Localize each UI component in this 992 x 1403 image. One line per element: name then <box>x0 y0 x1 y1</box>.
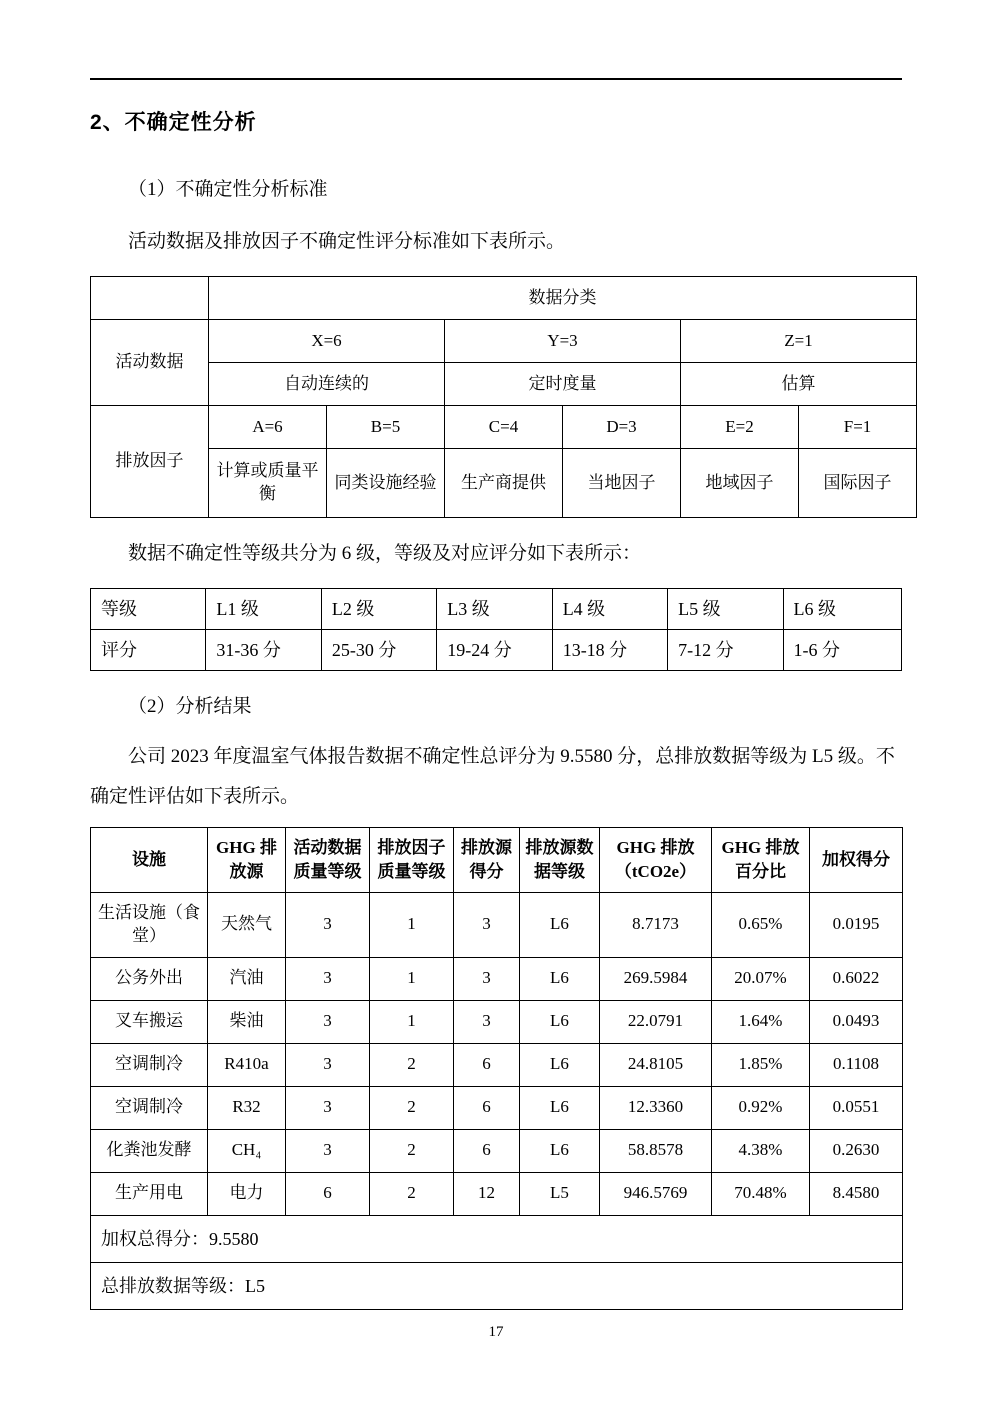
results-cell-weighted: 0.2630 <box>810 1129 903 1172</box>
table-row <box>91 892 903 957</box>
criteria-activity-desc-2: 估算 <box>681 363 917 406</box>
table-row <box>91 630 902 671</box>
results-cell-data_level: L5 <box>520 1172 600 1215</box>
results-cell-factor_level: 2 <box>370 1129 454 1172</box>
results-cell-factor_level: 1 <box>370 1000 454 1043</box>
results-cell-data_level: L6 <box>520 1086 600 1129</box>
results-cell-activity_level: 3 <box>286 957 370 1000</box>
results-cell-data_level: L6 <box>520 892 600 957</box>
table-row <box>91 363 917 406</box>
results-cell-facility: 化粪池发酵 <box>91 1129 208 1172</box>
results-cell-weighted: 8.4580 <box>810 1172 903 1215</box>
results-cell-facility: 叉车搬运 <box>91 1000 208 1043</box>
results-cell-score: 3 <box>454 1000 520 1043</box>
results-cell-weighted: 0.0551 <box>810 1086 903 1129</box>
table-row <box>91 277 917 320</box>
results-cell-activity_level: 3 <box>286 892 370 957</box>
results-cell-facility: 空调制冷 <box>91 1043 208 1086</box>
results-cell-percent: 4.38% <box>712 1129 810 1172</box>
criteria-activity-code-0: X=6 <box>209 320 445 363</box>
results-cell-data_level: L6 <box>520 1000 600 1043</box>
page-number: 17 <box>488 1324 504 1340</box>
results-cell-emission: 8.7173 <box>600 892 712 957</box>
levels-row-label-score: 评分 <box>91 630 206 671</box>
results-cell-emission: 946.5769 <box>600 1172 712 1215</box>
results-cell-percent: 70.48% <box>712 1172 810 1215</box>
results-cell-factor_level: 1 <box>370 957 454 1000</box>
criteria-factor-desc-2: 生产商提供 <box>445 449 563 518</box>
results-cell-source: 柴油 <box>208 1000 286 1043</box>
levels-grade-5: L6 级 <box>783 589 901 630</box>
levels-grade-4: L5 级 <box>668 589 783 630</box>
results-cell-score: 3 <box>454 892 520 957</box>
levels-score-4: 7-12 分 <box>668 630 783 671</box>
results-header-4: 排放源得分 <box>454 828 520 893</box>
levels-row-label-grade: 等级 <box>91 589 206 630</box>
results-cell-score: 3 <box>454 957 520 1000</box>
criteria-factor-code-3: D=3 <box>563 406 681 449</box>
results-header-1: GHG 排放源 <box>208 828 286 893</box>
levels-table <box>90 588 902 671</box>
table-row <box>91 589 902 630</box>
criteria-table <box>90 276 917 518</box>
results-cell-percent: 1.85% <box>712 1043 810 1086</box>
levels-grade-3: L4 级 <box>552 589 667 630</box>
results-cell-source: CH₄ <box>208 1129 286 1172</box>
levels-score-3: 13-18 分 <box>552 630 667 671</box>
levels-grade-2: L3 级 <box>437 589 552 630</box>
results-cell-emission: 269.5984 <box>600 957 712 1000</box>
results-cell-activity_level: 3 <box>286 1043 370 1086</box>
results-cell-emission: 58.8578 <box>600 1129 712 1172</box>
criteria-factor-code-5: F=1 <box>799 406 917 449</box>
criteria-factor-code-4: E=2 <box>681 406 799 449</box>
levels-grade-1: L2 级 <box>321 589 436 630</box>
criteria-activity-label: 活动数据 <box>91 320 209 406</box>
results-cell-score: 6 <box>454 1086 520 1129</box>
results-header-6: GHG 排放（tCO2e） <box>600 828 712 893</box>
table-row <box>91 320 917 363</box>
results-cell-factor_level: 2 <box>370 1086 454 1129</box>
results-header-0: 设施 <box>91 828 208 893</box>
results-cell-source: R32 <box>208 1086 286 1129</box>
results-cell-source: 汽油 <box>208 957 286 1000</box>
results-cell-activity_level: 3 <box>286 1129 370 1172</box>
results-cell-facility: 生产用电 <box>91 1172 208 1215</box>
criteria-factor-desc-0: 计算或质量平衡 <box>209 449 327 518</box>
results-cell-emission: 12.3360 <box>600 1086 712 1129</box>
results-cell-emission: 22.0791 <box>600 1000 712 1043</box>
criteria-activity-desc-1: 定时度量 <box>445 363 681 406</box>
results-header-3: 排放因子质量等级 <box>370 828 454 893</box>
table-row <box>91 1086 903 1129</box>
criteria-factor-label: 排放因子 <box>91 406 209 518</box>
results-cell-weighted: 0.0493 <box>810 1000 903 1043</box>
criteria-empty-corner <box>91 277 209 320</box>
results-cell-factor_level: 2 <box>370 1172 454 1215</box>
subheading-uncertainty-criteria: （1）不确定性分析标准 <box>128 179 328 200</box>
results-cell-data_level: L6 <box>520 957 600 1000</box>
results-cell-factor_level: 1 <box>370 892 454 957</box>
results-cell-score: 6 <box>454 1043 520 1086</box>
results-cell-activity_level: 3 <box>286 1000 370 1043</box>
table-summary-row <box>91 1215 903 1262</box>
results-header-5: 排放源数据等级 <box>520 828 600 893</box>
results-cell-weighted: 0.6022 <box>810 957 903 1000</box>
results-cell-data_level: L6 <box>520 1043 600 1086</box>
table-row <box>91 1129 903 1172</box>
intro-text-levels: 数据不确定性等级共分为 6 级，等级及对应评分如下表所示： <box>128 543 642 565</box>
criteria-factor-code-2: C=4 <box>445 406 563 449</box>
results-cell-score: 6 <box>454 1129 520 1172</box>
page-title: 2、不确定性分析 <box>90 111 257 134</box>
levels-score-5: 1-6 分 <box>783 630 901 671</box>
table-row <box>91 1043 903 1086</box>
results-cell-activity_level: 3 <box>286 1086 370 1129</box>
subheading-analysis-result: （2）分析结果 <box>128 696 252 718</box>
results-cell-emission: 24.8105 <box>600 1043 712 1086</box>
table-summary-row <box>91 1262 903 1309</box>
table-row <box>91 1000 903 1043</box>
results-cell-score: 12 <box>454 1172 520 1215</box>
results-cell-factor_level: 2 <box>370 1043 454 1086</box>
criteria-factor-code-1: B=5 <box>327 406 445 449</box>
results-cell-facility: 生活设施（食堂） <box>91 892 208 957</box>
levels-score-0: 31-36 分 <box>206 630 321 671</box>
table-row <box>91 449 917 518</box>
results-cell-facility: 空调制冷 <box>91 1086 208 1129</box>
table-row <box>91 406 917 449</box>
results-cell-percent: 20.07% <box>712 957 810 1000</box>
table-header-row <box>91 828 903 893</box>
result-summary-text: 公司 2023 年度温室气体报告数据不确定性总评分为 9.5580 分，总排放数据等级为 L5 级。不确定性评估如下表所示。 <box>90 746 895 808</box>
criteria-activity-code-2: Z=1 <box>681 320 917 363</box>
results-cell-weighted: 0.0195 <box>810 892 903 957</box>
results-cell-facility: 公务外出 <box>91 957 208 1000</box>
results-summary-total: 加权总得分：9.5580 <box>91 1215 903 1262</box>
results-header-7: GHG 排放百分比 <box>712 828 810 893</box>
results-cell-percent: 0.65% <box>712 892 810 957</box>
criteria-factor-desc-4: 地域因子 <box>681 449 799 518</box>
results-header-2: 活动数据质量等级 <box>286 828 370 893</box>
results-cell-activity_level: 6 <box>286 1172 370 1215</box>
results-cell-source: 天然气 <box>208 892 286 957</box>
table-row <box>91 1172 903 1215</box>
criteria-factor-code-0: A=6 <box>209 406 327 449</box>
results-cell-percent: 0.92% <box>712 1086 810 1129</box>
levels-grade-0: L1 级 <box>206 589 321 630</box>
levels-score-2: 19-24 分 <box>437 630 552 671</box>
criteria-factor-desc-1: 同类设施经验 <box>327 449 445 518</box>
results-cell-source: R410a <box>208 1043 286 1086</box>
header-divider <box>90 78 902 80</box>
criteria-header-group: 数据分类 <box>209 277 917 320</box>
table-row <box>91 957 903 1000</box>
results-summary-level: 总排放数据等级：L5 <box>91 1262 903 1309</box>
results-table <box>90 827 903 1310</box>
results-cell-weighted: 0.1108 <box>810 1043 903 1086</box>
results-cell-percent: 1.64% <box>712 1000 810 1043</box>
results-header-8: 加权得分 <box>810 828 903 893</box>
levels-score-1: 25-30 分 <box>321 630 436 671</box>
intro-text-criteria: 活动数据及排放因子不确定性评分标准如下表所示。 <box>128 231 566 253</box>
criteria-activity-desc-0: 自动连续的 <box>209 363 445 406</box>
results-cell-data_level: L6 <box>520 1129 600 1172</box>
criteria-factor-desc-5: 国际因子 <box>799 449 917 518</box>
results-cell-source: 电力 <box>208 1172 286 1215</box>
criteria-activity-code-1: Y=3 <box>445 320 681 363</box>
criteria-factor-desc-3: 当地因子 <box>563 449 681 518</box>
